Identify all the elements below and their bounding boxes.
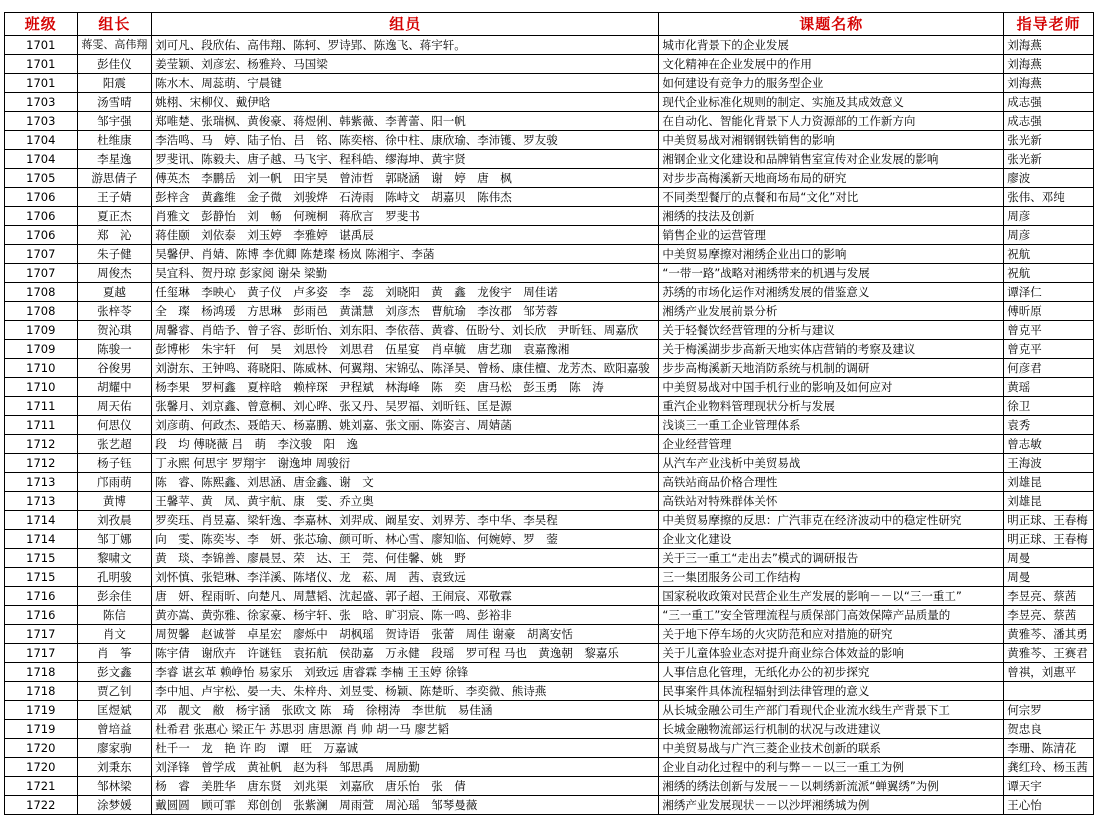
cell-topic: 中美贸易战与广汽三菱企业技术创新的联系 xyxy=(659,739,1004,758)
cell-leader: 朱子健 xyxy=(77,245,152,264)
table-row xyxy=(5,131,1094,150)
table-row xyxy=(5,777,1094,796)
cell-members: 李睿 谌玄革 赖峥怡 易家乐 刘致远 唐睿霖 李楠 王玉婷 徐锋 xyxy=(152,663,659,682)
cell-teacher: 袁秀 xyxy=(1004,416,1094,435)
cell-members: 刘彦萌、何政杰、聂皓天、杨嘉鹏、姚刘嘉、张文丽、陈姿言、周婧菡 xyxy=(152,416,659,435)
cell-members: 黄 琰、李锦善、廖晨昱、荣 达、王 莞、何佳馨、姚 野 xyxy=(152,549,659,568)
table-row xyxy=(5,397,1094,416)
cell-members: 唐 妍、程雨昕、向楚凡、周慧韬、沈起盛、郭子超、王闹宸、邓敬霖 xyxy=(152,587,659,606)
header-class: 班级 xyxy=(5,13,78,36)
cell-teacher: 谭天宇 xyxy=(1004,777,1094,796)
cell-teacher: 曾克平 xyxy=(1004,340,1094,359)
table-row xyxy=(5,302,1094,321)
cell-class: 1713 xyxy=(5,492,78,511)
cell-teacher: 周彦 xyxy=(1004,207,1094,226)
table-row xyxy=(5,644,1094,663)
cell-class: 1716 xyxy=(5,606,78,625)
cell-topic: 高铁站对特殊群体关怀 xyxy=(659,492,1004,511)
cell-class: 1718 xyxy=(5,682,78,701)
cell-class: 1711 xyxy=(5,416,78,435)
group-roster-table xyxy=(4,12,1094,815)
cell-class: 1701 xyxy=(5,36,78,55)
table-row xyxy=(5,796,1094,815)
cell-leader: 彭余佳 xyxy=(77,587,152,606)
cell-leader: 邝雨萌 xyxy=(77,473,152,492)
cell-class: 1707 xyxy=(5,264,78,283)
cell-members: 刘泽锋 曾学成 黄祉帆 赵为科 邹思禹 周励勤 xyxy=(152,758,659,777)
cell-members: 陈水木、周蕊萌、宁晨键 xyxy=(152,74,659,93)
table-row xyxy=(5,245,1094,264)
cell-teacher: 刘雄昆 xyxy=(1004,473,1094,492)
cell-members: 吴馨伊、肖婧、陈博 李优卿 陈楚璨 杨岚 陈湘宇、李菡 xyxy=(152,245,659,264)
table-row xyxy=(5,454,1094,473)
cell-class: 1714 xyxy=(5,530,78,549)
cell-topic: 湘绣的技法及创新 xyxy=(659,207,1004,226)
cell-leader: 邹丁娜 xyxy=(77,530,152,549)
table-row xyxy=(5,549,1094,568)
cell-leader: 刘孜晨 xyxy=(77,511,152,530)
cell-leader: 汤雪晴 xyxy=(77,93,152,112)
table-row xyxy=(5,530,1094,549)
cell-topic: 现代企业标准化规则的制定、实施及其成效意义 xyxy=(659,93,1004,112)
cell-members: 杜千一 龙 艳 许 昀 谭 旺 万嘉诚 xyxy=(152,739,659,758)
cell-class: 1708 xyxy=(5,283,78,302)
cell-leader: 胡耀中 xyxy=(77,378,152,397)
cell-leader: 陈信 xyxy=(77,606,152,625)
table-row xyxy=(5,55,1094,74)
cell-leader: 邹林梁 xyxy=(77,777,152,796)
cell-class: 1706 xyxy=(5,207,78,226)
cell-topic: 浅谈三一重工企业管理体系 xyxy=(659,416,1004,435)
cell-members: 张馨月、刘京鑫、曾意桐、刘心晔、张又丹、吴罗福、刘昕钰、匡是源 xyxy=(152,397,659,416)
cell-leader: 何思仪 xyxy=(77,416,152,435)
table-row xyxy=(5,226,1094,245)
cell-teacher: 张光新 xyxy=(1004,131,1094,150)
cell-class: 1706 xyxy=(5,226,78,245)
cell-leader: 李星逸 xyxy=(77,150,152,169)
table-row xyxy=(5,625,1094,644)
cell-leader: 邹宇强 xyxy=(77,112,152,131)
table-row xyxy=(5,112,1094,131)
cell-topic: 中美贸易战对湘钢钢铁销售的影响 xyxy=(659,131,1004,150)
cell-class: 1701 xyxy=(5,55,78,74)
table-row xyxy=(5,36,1094,55)
cell-teacher: 李昱亮、蔡茜 xyxy=(1004,587,1094,606)
cell-topic: 三一集团服务公司工作结构 xyxy=(659,568,1004,587)
cell-topic: 湘钢企业文化建设和品牌销售室宣传对企业发展的影响 xyxy=(659,150,1004,169)
cell-members: 邓 靓文 敝 杨宇涵 张欧文 陈 琦 徐栩涛 李世航 易佳涵 xyxy=(152,701,659,720)
cell-topic: 湘绣产业发展前景分析 xyxy=(659,302,1004,321)
cell-leader: 廖家驹 xyxy=(77,739,152,758)
cell-teacher: 曾祺，刘惠平 xyxy=(1004,663,1094,682)
header-teacher: 指导老师 xyxy=(1004,13,1094,36)
header-members: 组员 xyxy=(152,13,659,36)
cell-topic: 湘绣的绣法创新与发展－－以刺绣新流派“蝉翼绣”为例 xyxy=(659,777,1004,796)
cell-topic: 高铁站商品价格合理性 xyxy=(659,473,1004,492)
cell-leader: 游思倩子 xyxy=(77,169,152,188)
table-row xyxy=(5,511,1094,530)
cell-teacher: 何彦君 xyxy=(1004,359,1094,378)
cell-class: 1704 xyxy=(5,131,78,150)
cell-topic: 城市化背景下的企业发展 xyxy=(659,36,1004,55)
table-row xyxy=(5,340,1094,359)
cell-leader: 张梓苓 xyxy=(77,302,152,321)
cell-class: 1706 xyxy=(5,188,78,207)
cell-topic: 中美贸易摩擦的反思：广汽菲克在经济波动中的稳定性研究 xyxy=(659,511,1004,530)
cell-topic: 长城金融物流部运行机制的状况与改进建议 xyxy=(659,720,1004,739)
cell-class: 1720 xyxy=(5,739,78,758)
cell-class: 1719 xyxy=(5,701,78,720)
cell-leader: 肖文 xyxy=(77,625,152,644)
table-row xyxy=(5,682,1094,701)
cell-members: 傅英杰 李鹏岳 刘一帆 田宇昊 曾沛哲 郭晓涵 谢 婷 唐 枫 xyxy=(152,169,659,188)
table-row xyxy=(5,416,1094,435)
cell-members: 彭梓含 黄鑫维 金子微 刘骏烨 石涛雨 陈峙文 胡嘉贝 陈伟杰 xyxy=(152,188,659,207)
cell-leader: 陈骏一 xyxy=(77,340,152,359)
cell-topic: “三一重工”安全管理流程与质保部门高效保障产品质量的 xyxy=(659,606,1004,625)
cell-teacher: 李珊、陈清花 xyxy=(1004,739,1094,758)
cell-class: 1717 xyxy=(5,644,78,663)
cell-members: 周贺馨 赵诚誉 卓星宏 廖烁中 胡枫瑶 贺诗语 张蕾 周佳 谢豪 胡离安恬 xyxy=(152,625,659,644)
cell-leader: 杨子钰 xyxy=(77,454,152,473)
cell-members: 彭博彬 朱宇轩 何 昊 刘思怜 刘思君 伍星宴 肖卓毓 唐艺珈 袁嘉豫湘 xyxy=(152,340,659,359)
cell-class: 1703 xyxy=(5,93,78,112)
table-row xyxy=(5,74,1094,93)
cell-members: 杨 睿 美胜华 唐东贤 刘兆渠 刘嘉欣 唐乐怡 张 倩 xyxy=(152,777,659,796)
cell-class: 1715 xyxy=(5,549,78,568)
table-row xyxy=(5,720,1094,739)
cell-members: 肖雅文 彭静怡 刘 畅 何琬桐 蒋欣言 罗斐书 xyxy=(152,207,659,226)
cell-teacher: 成志强 xyxy=(1004,93,1094,112)
header-topic: 课题名称 xyxy=(659,13,1004,36)
cell-members: 任玺琳 李映心 黄子仪 卢多姿 李 蕊 刘晓阳 黄 鑫 龙俊宇 周佳诺 xyxy=(152,283,659,302)
cell-topic: 人事信息化管理，无纸化办公的初步探究 xyxy=(659,663,1004,682)
cell-teacher: 贺忠良 xyxy=(1004,720,1094,739)
cell-teacher: 黄瑶 xyxy=(1004,378,1094,397)
cell-topic: 重汽企业物料管理现状分析与发展 xyxy=(659,397,1004,416)
cell-teacher: 曾志敏 xyxy=(1004,435,1094,454)
table-row xyxy=(5,758,1094,777)
cell-leader: 贾乙钊 xyxy=(77,682,152,701)
cell-members: 姚栩、宋柳仪、戴伊晗 xyxy=(152,93,659,112)
cell-class: 1713 xyxy=(5,473,78,492)
cell-teacher: 刘海燕 xyxy=(1004,55,1094,74)
cell-teacher: 傅昕原 xyxy=(1004,302,1094,321)
cell-members: 姜莹颖、刘彦宏、杨雅羚、马国梁 xyxy=(152,55,659,74)
cell-class: 1704 xyxy=(5,150,78,169)
cell-teacher: 刘海燕 xyxy=(1004,74,1094,93)
cell-class: 1720 xyxy=(5,758,78,777)
cell-teacher: 张伟、邓纯 xyxy=(1004,188,1094,207)
cell-class: 1719 xyxy=(5,720,78,739)
cell-class: 1714 xyxy=(5,511,78,530)
cell-members: 李浩鸣、马 婷、陆子怡、吕 铭、陈奕榕、徐中柱、康欣瑜、李沛镬、罗友骏 xyxy=(152,131,659,150)
table-row xyxy=(5,663,1094,682)
cell-members: 黄亦嵩、黄弥雅、徐家豪、杨宇轩、张 晗、旷羽宸、陈一鸣、彭裕非 xyxy=(152,606,659,625)
cell-teacher: 王心怡 xyxy=(1004,796,1094,815)
cell-members: 陈 睿、陈熙鑫、刘思涵、唐金鑫、谢 文 xyxy=(152,473,659,492)
table-row xyxy=(5,169,1094,188)
cell-class: 1712 xyxy=(5,435,78,454)
table-row xyxy=(5,378,1094,397)
table-row xyxy=(5,568,1094,587)
cell-topic: 中美贸易战对中国手机行业的影响及如何应对 xyxy=(659,378,1004,397)
table-row xyxy=(5,359,1094,378)
cell-teacher: 曾克平 xyxy=(1004,321,1094,340)
cell-leader: 王子婧 xyxy=(77,188,152,207)
table-row xyxy=(5,701,1094,720)
cell-leader: 张艺超 xyxy=(77,435,152,454)
table-row xyxy=(5,283,1094,302)
cell-leader: 涂梦媛 xyxy=(77,796,152,815)
cell-members: 王馨苹、黄 凤、黄宇航、康 雯、乔立奥 xyxy=(152,492,659,511)
cell-class: 1709 xyxy=(5,340,78,359)
table-row xyxy=(5,473,1094,492)
cell-topic: 关于三一重工“走出去”模式的调研报告 xyxy=(659,549,1004,568)
cell-topic: 销售企业的运营管理 xyxy=(659,226,1004,245)
cell-class: 1717 xyxy=(5,625,78,644)
cell-topic: 企业经营管理 xyxy=(659,435,1004,454)
cell-topic: 文化精神在企业发展中的作用 xyxy=(659,55,1004,74)
cell-teacher: 明正球、王春梅 xyxy=(1004,511,1094,530)
cell-topic: 苏绣的市场化运作对湘绣发展的借鉴意义 xyxy=(659,283,1004,302)
cell-class: 1721 xyxy=(5,777,78,796)
cell-leader: 蒋雯、高伟翔 xyxy=(77,36,152,55)
cell-topic: 湘绣产业发展现状－－以沙坪湘绣城为例 xyxy=(659,796,1004,815)
cell-class: 1709 xyxy=(5,321,78,340)
cell-leader: 刘秉东 xyxy=(77,758,152,777)
cell-members: 刘怀慎、张铠琳、李洋溪、陈堵仪、龙 菘、周 茜、袁致远 xyxy=(152,568,659,587)
table-row xyxy=(5,207,1094,226)
cell-members: 向 雯、陈奕岑、李 妍、张芯瑜、颜可昕、林心雪、廖知临、何婉婷、罗 蓥 xyxy=(152,530,659,549)
cell-leader: 贺沁琪 xyxy=(77,321,152,340)
cell-topic: 关于地下停车场的火灾防范和应对措施的研究 xyxy=(659,625,1004,644)
cell-teacher: 张光新 xyxy=(1004,150,1094,169)
cell-topic: 如何建设有竞争力的服务型企业 xyxy=(659,74,1004,93)
cell-members: 周馨睿、肖皓予、曾子容、彭昕怡、刘东阳、李依蓓、黄睿、伍盼兮、刘长欣 尹昕钰、周嘉欣 xyxy=(152,321,659,340)
cell-topic: 关于儿童体验业态对提升商业综合体效益的影响 xyxy=(659,644,1004,663)
cell-leader: 郑 沁 xyxy=(77,226,152,245)
table-row xyxy=(5,188,1094,207)
header-leader: 组长 xyxy=(77,13,152,36)
cell-members: 郑唯楚、张瑞枫、黄俊豪、蒋煜俐、韩紫薇、李菁蕾、阳一帆 xyxy=(152,112,659,131)
cell-class: 1716 xyxy=(5,587,78,606)
table-row xyxy=(5,587,1094,606)
cell-members: 蒋佳颐 刘依泰 刘玉婷 李雅婷 谌禹辰 xyxy=(152,226,659,245)
cell-leader: 谷俊男 xyxy=(77,359,152,378)
cell-topic: 企业自动化过程中的利与弊－－以三一重工为例 xyxy=(659,758,1004,777)
cell-members: 段 均 傅晓薇 吕 萌 李汶骏 阳 逸 xyxy=(152,435,659,454)
cell-leader: 黄博 xyxy=(77,492,152,511)
cell-topic: 中美贸易摩擦对湘绣企业出口的影响 xyxy=(659,245,1004,264)
cell-leader: 肖 筝 xyxy=(77,644,152,663)
cell-topic: 国家税收政策对民营企业生产发展的影响－－以“三一重工” xyxy=(659,587,1004,606)
cell-teacher: 龚红玲、杨玉茜 xyxy=(1004,758,1094,777)
table-row xyxy=(5,435,1094,454)
cell-members: 罗斐讯、陈毅夫、唐子越、马飞宇、程科皓、缪海坤、黄宇贤 xyxy=(152,150,659,169)
cell-class: 1701 xyxy=(5,74,78,93)
cell-teacher: 周曼 xyxy=(1004,568,1094,587)
cell-class: 1711 xyxy=(5,397,78,416)
cell-leader: 孔明骏 xyxy=(77,568,152,587)
cell-leader: 阳震 xyxy=(77,74,152,93)
cell-teacher: 廖波 xyxy=(1004,169,1094,188)
cell-topic: 民事案件具体流程辐射到法律管理的意义 xyxy=(659,682,1004,701)
cell-leader: 匡煜斌 xyxy=(77,701,152,720)
cell-members: 刘澍东、王钟鸣、蒋晓阳、陈威林、何翼翔、宋锦弘、陈泽昊、曾杨、康佳檀、龙芳杰、欧阳嘉骏 xyxy=(152,359,659,378)
cell-members: 丁永熙 何思宇 罗翔宇 谢逸坤 周骏衍 xyxy=(152,454,659,473)
cell-teacher: 黄雅芩、潘其勇 xyxy=(1004,625,1094,644)
cell-topic: 关于梅溪湖步步高新天地实体店营销的考察及建议 xyxy=(659,340,1004,359)
header-row xyxy=(5,13,1094,36)
cell-topic: 对步步高梅溪新天地商场布局的研究 xyxy=(659,169,1004,188)
table-row xyxy=(5,739,1094,758)
cell-members: 刘可凡、段欣佑、高伟翔、陈轲、罗诗郢、陈逸飞、蒋宇轩。 xyxy=(152,36,659,55)
cell-teacher: 王海波 xyxy=(1004,454,1094,473)
cell-teacher: 徐卫 xyxy=(1004,397,1094,416)
cell-topic: 步步高梅溪新天地消防系统与机制的调研 xyxy=(659,359,1004,378)
cell-teacher: 刘海燕 xyxy=(1004,36,1094,55)
cell-teacher: 谭泽仁 xyxy=(1004,283,1094,302)
cell-topic: 企业文化建设 xyxy=(659,530,1004,549)
table-row xyxy=(5,321,1094,340)
cell-teacher: 刘雄昆 xyxy=(1004,492,1094,511)
cell-class: 1705 xyxy=(5,169,78,188)
table-row xyxy=(5,264,1094,283)
table-row xyxy=(5,492,1094,511)
cell-teacher: 祝航 xyxy=(1004,245,1094,264)
cell-leader: 曾培益 xyxy=(77,720,152,739)
cell-teacher: 祝航 xyxy=(1004,264,1094,283)
cell-class: 1715 xyxy=(5,568,78,587)
table-row xyxy=(5,606,1094,625)
cell-leader: 彭佳仪 xyxy=(77,55,152,74)
cell-leader: 夏越 xyxy=(77,283,152,302)
cell-members: 全 璨 杨鸿瑗 方思琳 彭雨邑 黄潇慧 刘彦杰 曹航瑜 李汝郡 邹芳蓉 xyxy=(152,302,659,321)
cell-topic: 不同类型餐厅的点餐和布局“文化”对比 xyxy=(659,188,1004,207)
cell-teacher: 何宗罗 xyxy=(1004,701,1094,720)
table-row xyxy=(5,93,1094,112)
cell-class: 1710 xyxy=(5,378,78,397)
cell-members: 罗奕珏、肖昱嘉、梁轩逸、李嘉林、刘羿成、阚星安、刘界芳、李中华、李昊程 xyxy=(152,511,659,530)
cell-class: 1722 xyxy=(5,796,78,815)
cell-members: 吴宜科、贺丹琼 彭家阅 谢朵 梁勤 xyxy=(152,264,659,283)
cell-members: 戴圆圆 顾可霏 郑创创 张紫澜 周雨萱 周沁瑶 邹琴曼薇 xyxy=(152,796,659,815)
cell-topic: 从汽车产业浅析中美贸易战 xyxy=(659,454,1004,473)
cell-teacher xyxy=(1004,682,1094,701)
cell-members: 陈宇倩 谢欣卉 许谜钰 袁拓航 侯劭嘉 万永健 段瑶 罗可程 马也 黄逸朝 黎嘉乐 xyxy=(152,644,659,663)
cell-class: 1703 xyxy=(5,112,78,131)
cell-teacher: 周曼 xyxy=(1004,549,1094,568)
cell-class: 1718 xyxy=(5,663,78,682)
cell-topic: 在自动化、智能化背景下人力资源部的工作新方向 xyxy=(659,112,1004,131)
cell-members: 李中旭、卢宇松、晏一夫、朱梓舟、刘昱雯、杨颖、陈楚昕、李奕微、熊诗燕 xyxy=(152,682,659,701)
cell-class: 1710 xyxy=(5,359,78,378)
cell-class: 1708 xyxy=(5,302,78,321)
cell-teacher: 周彦 xyxy=(1004,226,1094,245)
cell-members: 杜希君 张惠心 梁正午 苏思羽 唐思源 肖 帅 胡一马 廖艺韬 xyxy=(152,720,659,739)
cell-leader: 夏正杰 xyxy=(77,207,152,226)
cell-teacher: 李昱亮、蔡茜 xyxy=(1004,606,1094,625)
cell-teacher: 黄雅芩、王赛君 xyxy=(1004,644,1094,663)
cell-topic: “一带一路”战略对湘绣带来的机遇与发展 xyxy=(659,264,1004,283)
cell-class: 1707 xyxy=(5,245,78,264)
table-row xyxy=(5,150,1094,169)
cell-leader: 黎啸文 xyxy=(77,549,152,568)
cell-leader: 彭文鑫 xyxy=(77,663,152,682)
cell-class: 1712 xyxy=(5,454,78,473)
cell-leader: 周天佑 xyxy=(77,397,152,416)
cell-teacher: 成志强 xyxy=(1004,112,1094,131)
cell-teacher: 明正球、王春梅 xyxy=(1004,530,1094,549)
cell-leader: 杜维康 xyxy=(77,131,152,150)
cell-topic: 关于轻餐饮经营管理的分析与建议 xyxy=(659,321,1004,340)
cell-topic: 从长城金融公司生产部门看现代企业流水线生产背景下工 xyxy=(659,701,1004,720)
cell-leader: 周俊杰 xyxy=(77,264,152,283)
cell-members: 杨李果 罗柯鑫 夏梓晗 赖梓琛 尹程斌 林海峰 陈 奕 唐马松 彭玉勇 陈 涛 xyxy=(152,378,659,397)
